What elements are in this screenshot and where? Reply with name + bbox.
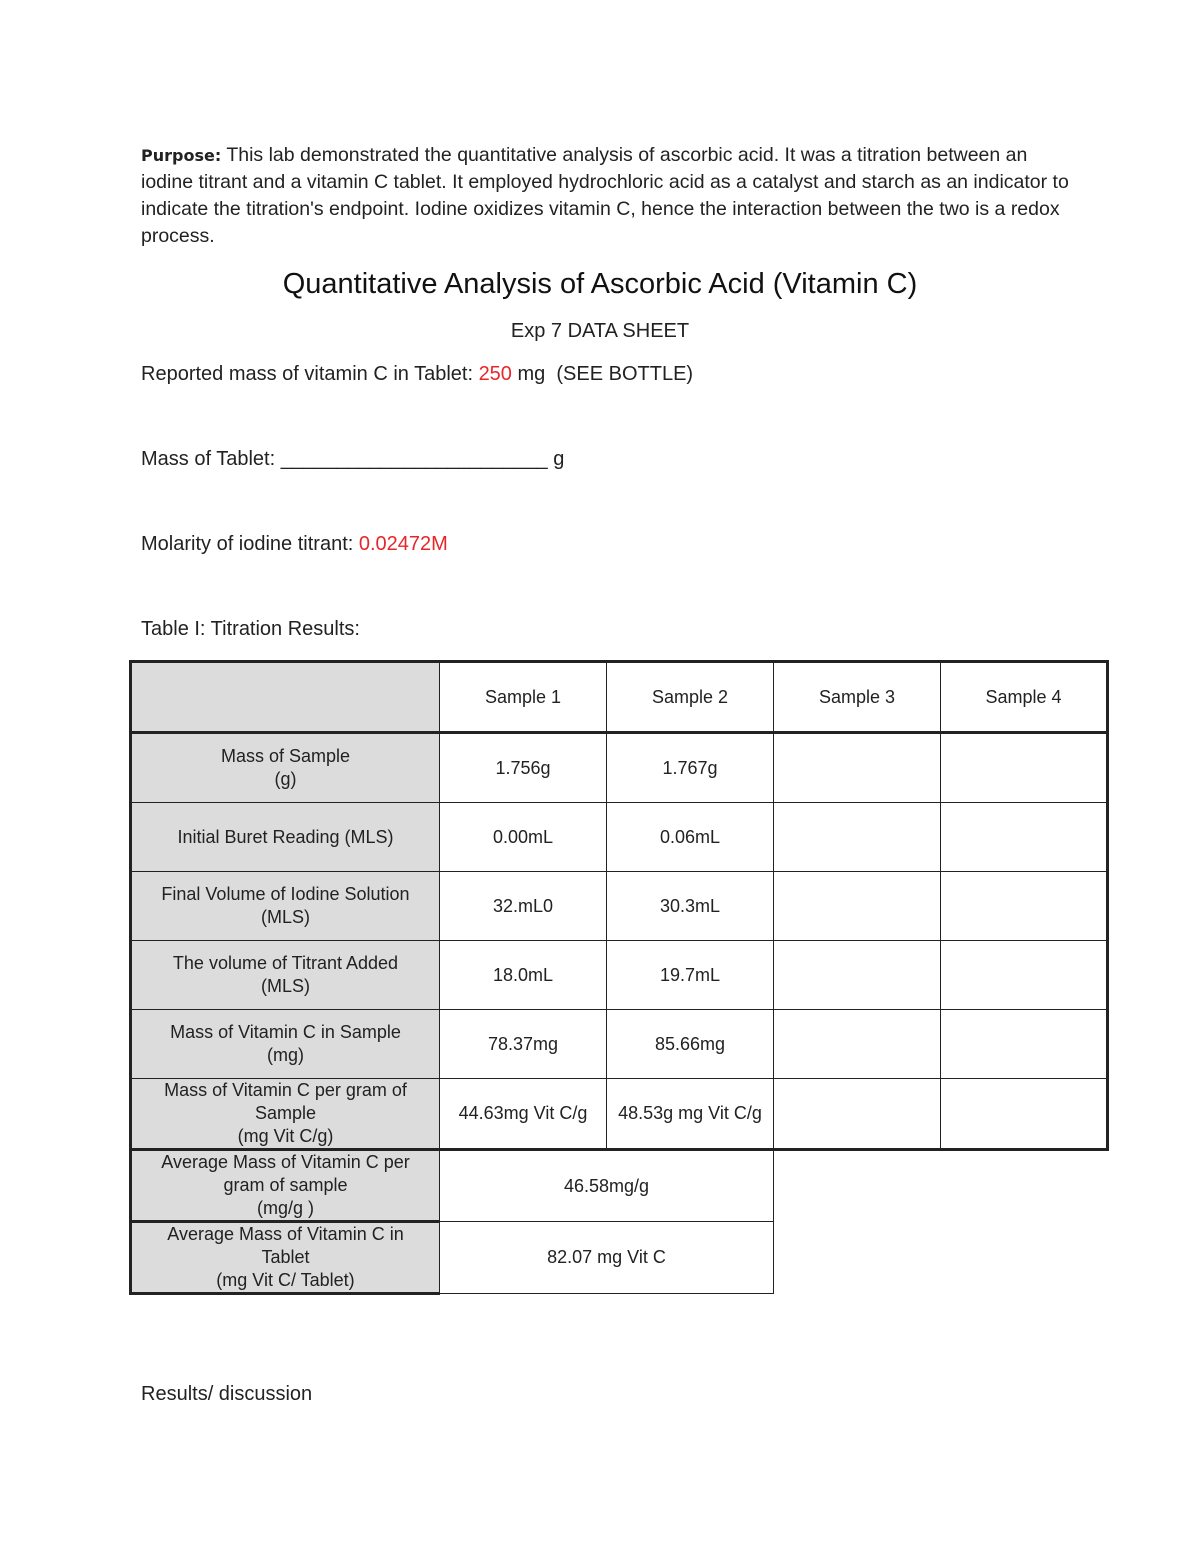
row-label	[131, 1079, 440, 1150]
reported-mass-value: 250	[478, 363, 512, 385]
tablet-mass-blank: ________________________	[280, 448, 548, 470]
row-label-line: (MLS)	[261, 907, 310, 927]
table-header-row	[131, 662, 1108, 733]
table-row	[131, 1010, 1108, 1079]
table-cell: 18.0mL	[440, 941, 607, 1010]
row-label	[131, 1010, 440, 1079]
header-cell-sample-2: Sample 2	[607, 662, 774, 733]
average-value-cell: 46.58mg/g	[440, 1150, 774, 1222]
table-cell: 1.756g	[440, 733, 607, 803]
page-subtitle: Exp 7 DATA SHEET	[510, 320, 690, 342]
table-row-average-per-gram	[131, 1150, 1108, 1222]
page-title: Quantitative Analysis of Ascorbic Acid (Vitamin C)	[282, 268, 918, 300]
row-label-line: (MLS)	[261, 976, 310, 996]
row-label-line: (mg Vit C/ Tablet)	[216, 1270, 355, 1290]
table-row	[131, 1079, 1108, 1150]
row-label-line: (mg/g )	[256, 1198, 314, 1218]
row-label-line: Final Volume of Iodine Solution	[161, 884, 410, 904]
table-cell: 0.00mL	[440, 803, 607, 872]
table-cell: 85.66mg	[607, 1010, 774, 1079]
purpose-label: Purpose:	[141, 146, 222, 165]
row-label	[131, 1222, 440, 1294]
table-row	[131, 872, 1108, 941]
header-cell-sample-3: Sample 3	[774, 662, 941, 733]
table-row-average-per-tablet	[131, 1222, 1108, 1294]
table-cell	[941, 1010, 1108, 1079]
average-value-cell: 82.07 mg Vit C	[440, 1222, 774, 1294]
table-cell	[941, 803, 1108, 872]
results-discussion-heading: Results/ discussion	[141, 1383, 313, 1405]
molarity-value: 0.02472M	[358, 533, 448, 555]
table-cell	[774, 941, 941, 1010]
table-cell	[774, 733, 941, 803]
table-cell	[774, 1010, 941, 1079]
table-row	[131, 803, 1108, 872]
header-cell-sample-4: Sample 4	[941, 662, 1108, 733]
header-cell-empty	[131, 662, 440, 733]
purpose-text: This lab demonstrated the quantitative analysis of ascorbic acid. It was a titration between an iodine titrant and a vitamin C tablet. It employed hydrochloric acid as a catalyst and starch as an indicator to indicate the titration's endpoint. Iodine oxidizes vitamin C, hence the interaction between the two is a redox process.	[141, 144, 1069, 247]
row-label-line: Average Mass of Vitamin C in	[167, 1224, 404, 1244]
row-label-line: (mg)	[267, 1045, 304, 1065]
empty-cell	[941, 1222, 1108, 1294]
table-cell	[941, 872, 1108, 941]
table-caption: Table I: Titration Results:	[141, 618, 360, 640]
table-cell: 32.mL0	[440, 872, 607, 941]
row-label	[131, 803, 440, 872]
row-label	[131, 872, 440, 941]
table-cell	[941, 941, 1108, 1010]
row-label	[131, 733, 440, 803]
molarity-label: Molarity of iodine titrant:	[141, 533, 359, 555]
empty-cell	[941, 1150, 1108, 1222]
titration-results-table	[129, 660, 1109, 1295]
row-label-line: Average Mass of Vitamin C per	[161, 1152, 410, 1172]
table-cell: 30.3mL	[607, 872, 774, 941]
molarity-line	[141, 533, 448, 556]
table-cell	[941, 733, 1108, 803]
row-label-line: Mass of Sample	[220, 746, 351, 766]
reported-mass-label: Reported mass of vitamin C in Tablet:	[141, 363, 479, 385]
table-cell	[774, 872, 941, 941]
empty-cell	[774, 1222, 941, 1294]
row-label-line: Initial Buret Reading (MLS)	[177, 826, 394, 847]
table-cell: 0.06mL	[607, 803, 774, 872]
table-cell: 48.53g mg Vit C/g	[607, 1079, 774, 1150]
tablet-mass-line	[141, 448, 564, 471]
table-cell: 44.63mg Vit C/g	[440, 1079, 607, 1150]
tablet-mass-label: Mass of Tablet:	[141, 448, 281, 470]
row-label-line: (mg Vit C/g)	[237, 1126, 334, 1146]
table-cell: 78.37mg	[440, 1010, 607, 1079]
reported-mass-line	[141, 363, 693, 386]
table-row	[131, 733, 1108, 803]
tablet-mass-unit: g	[547, 448, 565, 470]
row-label-line: The volume of Titrant Added	[172, 953, 399, 973]
table-cell	[941, 1079, 1108, 1150]
table-cell	[774, 1079, 941, 1150]
row-label-line: Sample	[254, 1103, 317, 1123]
table-row	[131, 941, 1108, 1010]
row-label-line: Mass of Vitamin C in Sample	[170, 1022, 401, 1042]
reported-mass-unit: mg (SEE BOTTLE)	[511, 363, 694, 385]
table-cell: 1.767g	[607, 733, 774, 803]
row-label	[131, 1150, 440, 1222]
row-label-line: gram of sample	[223, 1175, 348, 1195]
row-label-line: Mass of Vitamin C per gram of	[164, 1080, 407, 1100]
empty-cell	[774, 1150, 941, 1222]
row-label-line: Tablet	[261, 1247, 310, 1267]
header-cell-sample-1: Sample 1	[440, 662, 607, 733]
purpose-paragraph	[141, 142, 1071, 250]
table-cell	[774, 803, 941, 872]
table-cell: 19.7mL	[607, 941, 774, 1010]
row-label	[131, 941, 440, 1010]
row-label-line: (g)	[274, 769, 297, 789]
